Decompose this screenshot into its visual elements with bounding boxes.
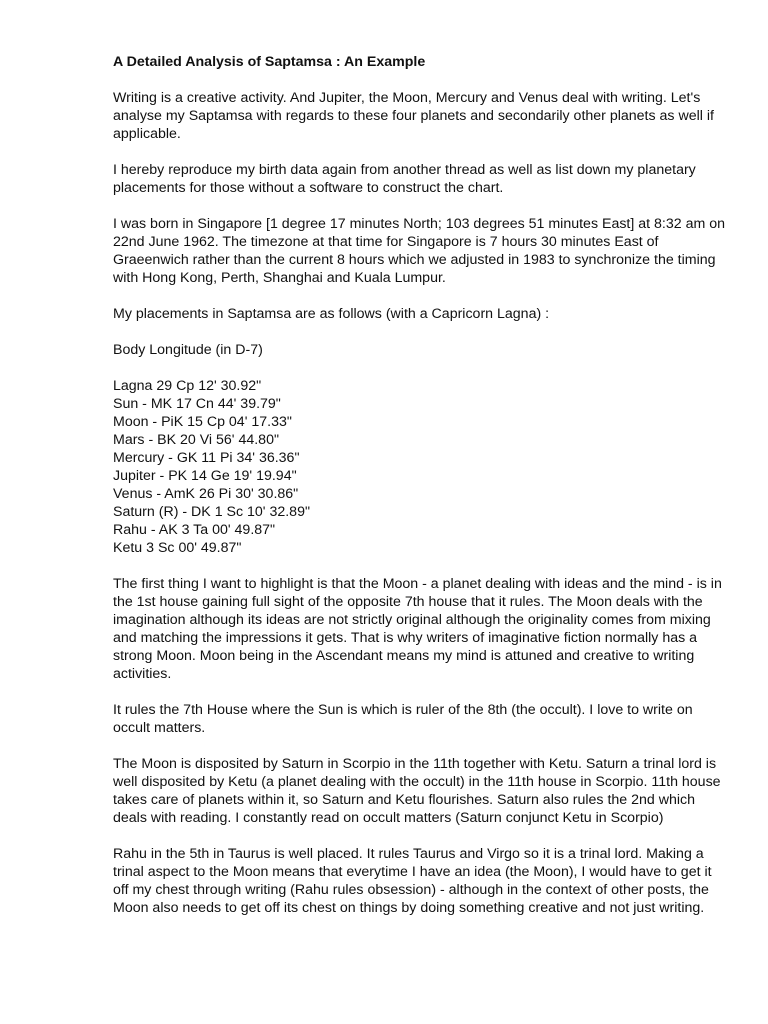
paragraph-rahu-taurus: Rahu in the 5th in Taurus is well placed. It rules Taurus and Virgo so it is a trinal lord. Making a trinal aspect to the Moon means that everytime I have an idea (the Moon), I would have to get it off my chest through writing (Rahu rules obsession) - although in the context of other posts, the Moon also needs to get off its chest on things by doing something creative and not just writing. [113, 846, 712, 916]
placement-item: Saturn (R) - DK 1 Sc 10' 32.89" [113, 504, 310, 520]
placement-item: Mars - BK 20 Vi 56' 44.80" [113, 432, 279, 448]
paragraph-intro-writing: Writing is a creative activity. And Jupiter, the Moon, Mercury and Venus deal with writing. Let's analyse my Saptamsa with regards to these four planets and secondarily other planets as well if applicable. [113, 90, 714, 142]
placement-item: Lagna 29 Cp 12' 30.92" [113, 378, 262, 394]
paragraph-seventh-house: It rules the 7th House where the Sun is which is ruler of the 8th (the occult). I love to write on occult matters. [113, 702, 693, 736]
paragraph-placements-intro: My placements in Saptamsa are as follows (with a Capricorn Lagna) : [113, 306, 550, 322]
document-page [113, 53, 728, 935]
placement-item: Mercury - GK 11 Pi 34' 36.36" [113, 450, 300, 466]
paragraph-birth-details: I was born in Singapore [1 degree 17 minutes North; 103 degrees 51 minutes East] at 8:32 am on 22nd June 1962. The timezone at that time for Singapore is 7 hours 30 minutes East of Graeenwich rather than the current 8 hours which we adjusted in 1983 to synchronize the timing with Hong Kong, Perth, Shanghai and Kuala Lumpur. [113, 216, 726, 286]
placement-item: Sun - MK 17 Cn 44' 39.79" [113, 396, 281, 412]
placement-item: Moon - PiK 15 Cp 04' 17.33" [113, 414, 292, 430]
placements-list [113, 377, 728, 557]
placement-item: Jupiter - PK 14 Ge 19' 19.94" [113, 468, 297, 484]
placement-item: Ketu 3 Sc 00' 49.87" [113, 540, 242, 556]
paragraph-saturn-scorpio: The Moon is disposited by Saturn in Scorpio in the 11th together with Ketu. Saturn a trinal lord is well disposited by Ketu (a planet dealing with the occult) in the 11th house in Scorpio. 11th house takes care of planets within it, so Saturn and Ketu flourishes. Saturn also rules the 2nd which deals with reading. I constantly read on occult matters (Saturn conjunct Ketu in Scorpio) [113, 756, 721, 826]
placement-item: Rahu - AK 3 Ta 00' 49.87" [113, 522, 276, 538]
document-title: A Detailed Analysis of Saptamsa : An Example [113, 54, 426, 70]
placement-item: Venus - AmK 26 Pi 30' 30.86" [113, 486, 299, 502]
paragraph-body-longitude-heading: Body Longitude (in D-7) [113, 342, 263, 358]
paragraph-intro-birth-data: I hereby reproduce my birth data again from another thread as well as list down my planetary placements for those without a software to construct the chart. [113, 162, 696, 196]
paragraph-moon-highlight: The first thing I want to highlight is that the Moon - a planet dealing with ideas and the mind - is in the 1st house gaining full sight of the opposite 7th house that it rules. The Moon deals with the imagination although its ideas are not strictly original although the originality comes from mixing and matching the impressions it gets. That is why writers of imaginative fiction normally has a strong Moon. Moon being in the Ascendant means my mind is attuned and creative to writing activities. [113, 576, 722, 682]
